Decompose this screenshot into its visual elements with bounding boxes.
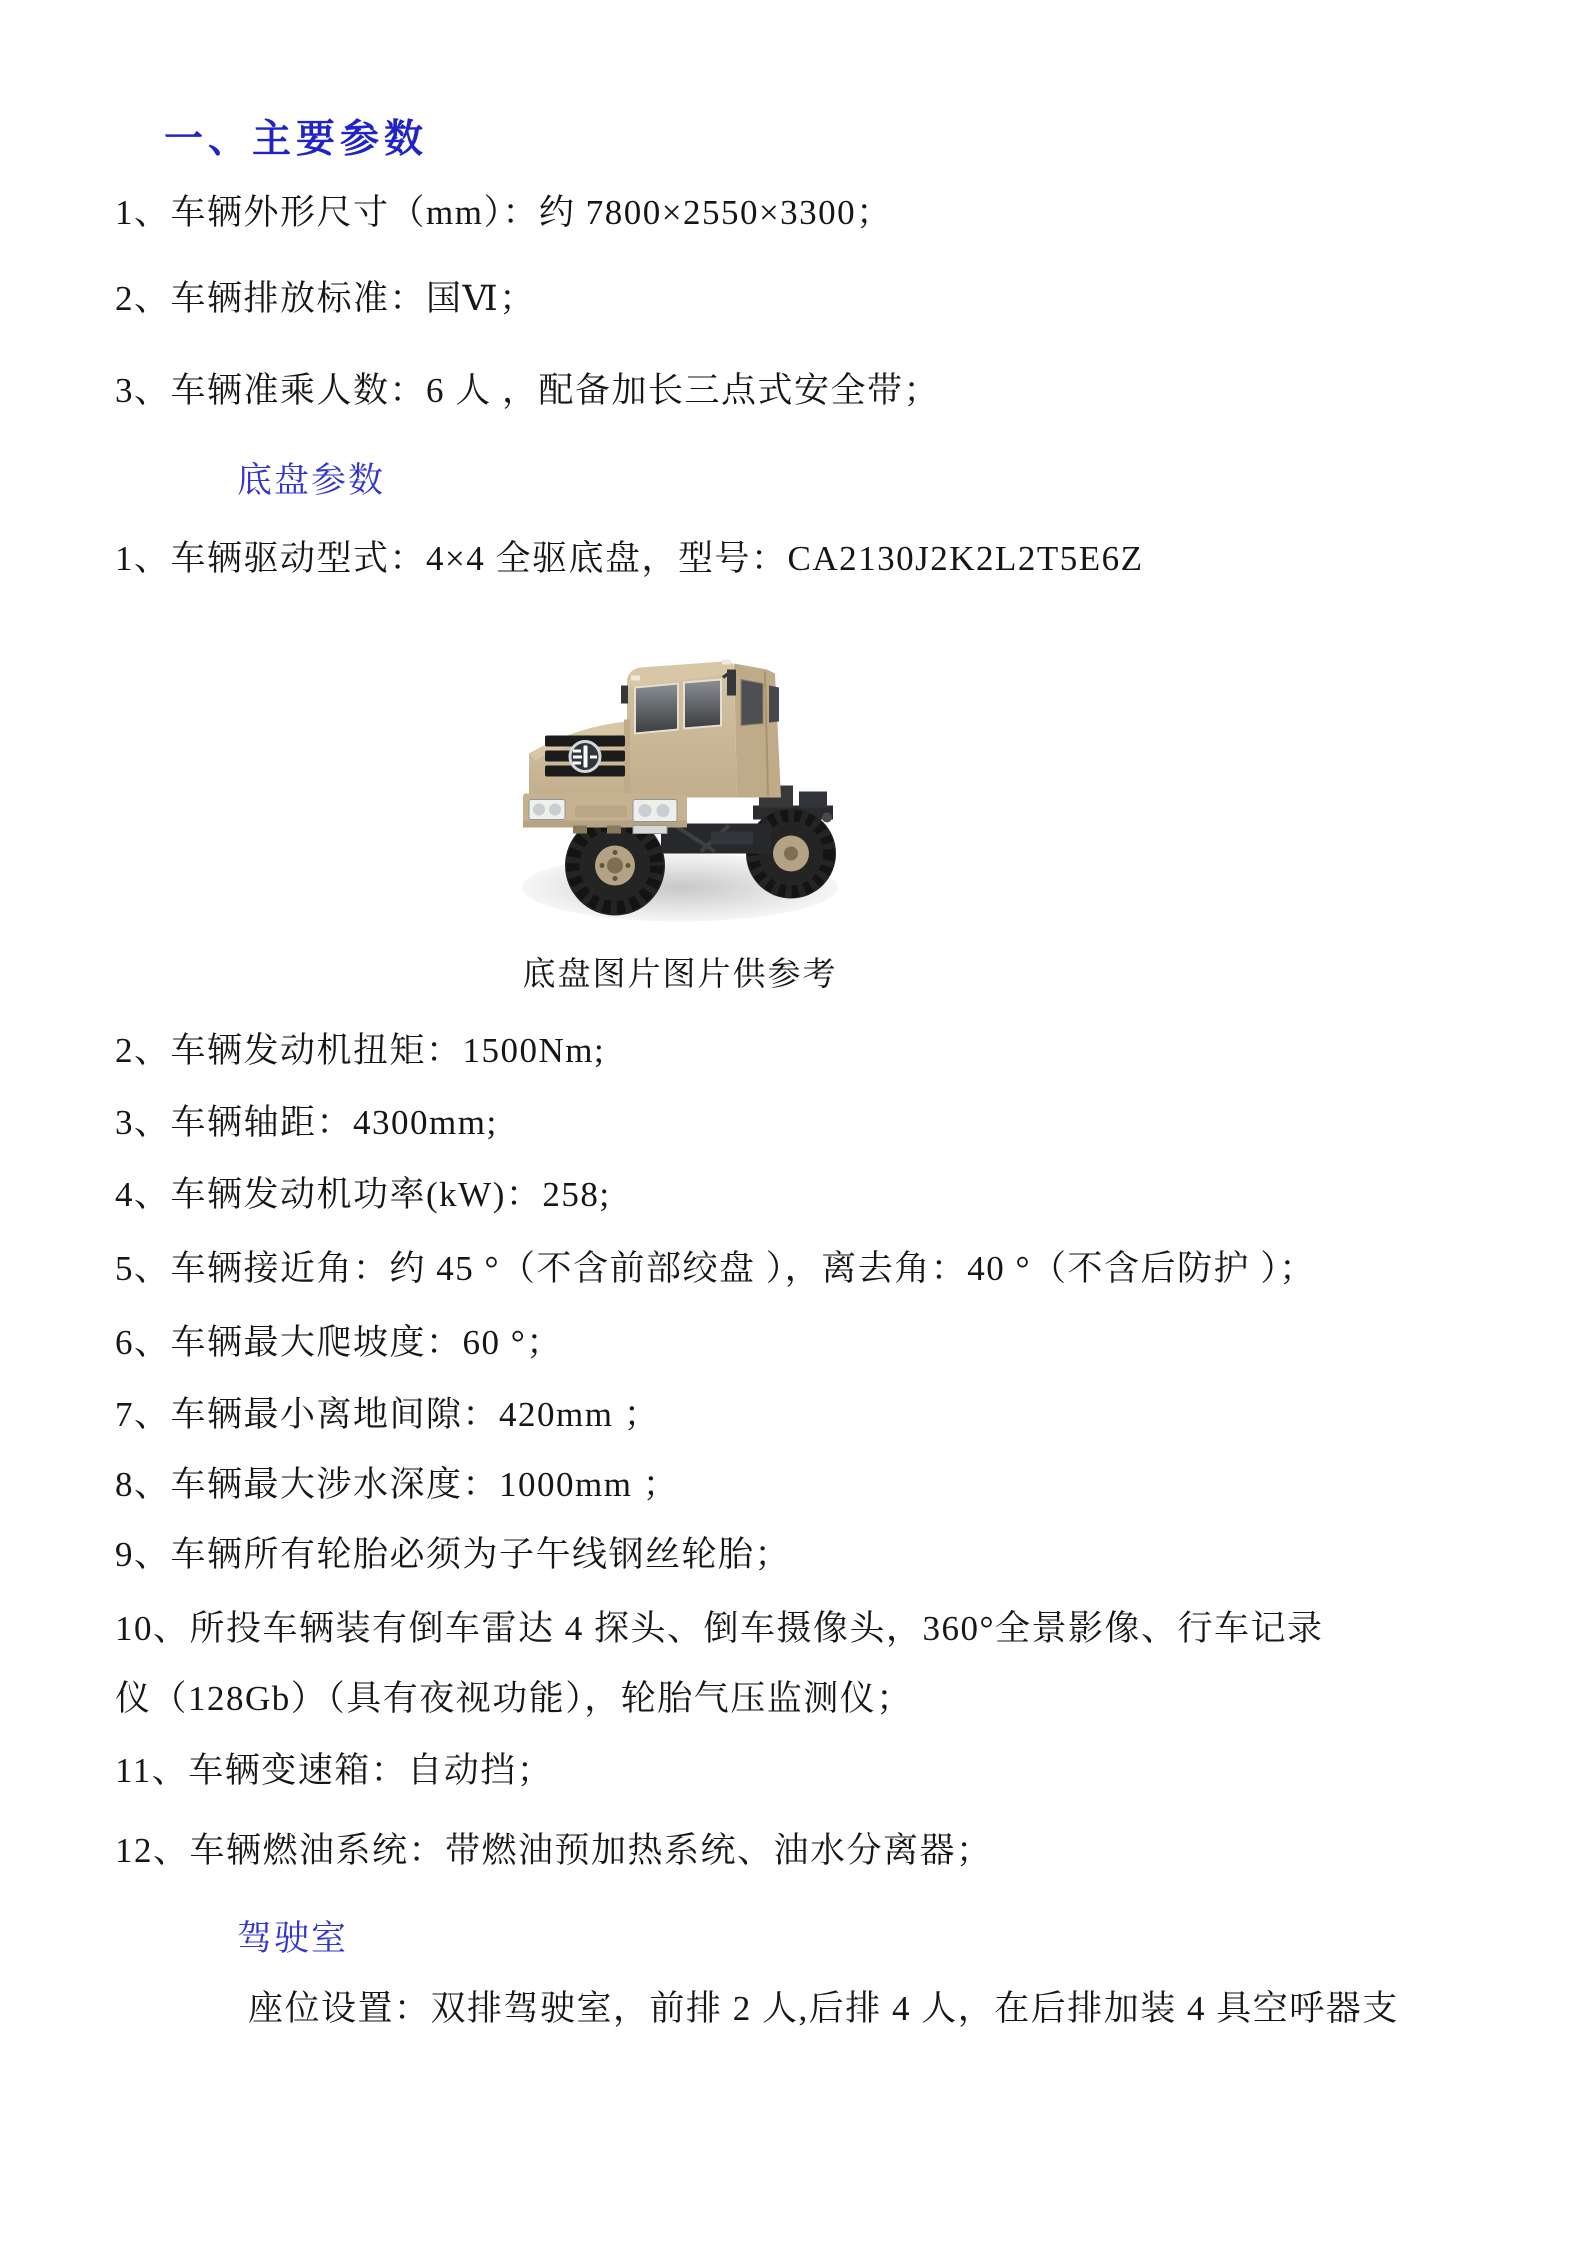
spec-item-passengers: 3、车辆准乘人数：6 人 ，配备加长三点式安全带； [115, 371, 941, 410]
subheading-chassis: 底盘参数 [237, 461, 386, 500]
spec-item-gearbox: 11、车辆变速箱：自动挡； [115, 1751, 554, 1790]
spec-item-dimensions: 1、车辆外形尺寸（mm）：约 7800×2550×3300； [115, 193, 893, 232]
faw-logo-icon [570, 742, 600, 772]
spec-item-cameras-line1: 10、所投车辆装有倒车雷达 4 探头、倒车摄像头，360°全景影像、行车记录 [115, 1609, 1324, 1648]
spec-item-angles: 5、车辆接近角：约 45 °（不含前部绞盘 ），离去角：40 °（不含后防护 ）； [115, 1249, 1316, 1288]
subheading-cab: 驾驶室 [237, 1919, 349, 1958]
photo-caption: 底盘图片图片供参考 [522, 957, 838, 993]
spec-item-clearance: 7、车辆最小离地间隙：420mm ； [115, 1395, 661, 1434]
spec-item-wading-depth: 8、车辆最大涉水深度：1000mm ； [115, 1465, 680, 1504]
under-chassis [661, 824, 771, 854]
spec-item-torque: 2、车辆发动机扭矩：1500Nm; [115, 1031, 606, 1070]
section-heading-main: 一、主要参数 [164, 118, 429, 161]
seat-config-line: 座位设置：双排驾驶室，前排 2 人,后排 4 人，在后排加装 4 具空呼器支 [248, 1989, 1399, 2028]
spec-item-wheelbase: 3、车辆轴距：4300mm; [115, 1103, 498, 1142]
chassis-photo [515, 618, 845, 936]
spec-item-power: 4、车辆发动机功率(kW)：258; [115, 1175, 611, 1214]
spec-item-cameras-line2: 仪（128Gb）（具有夜视功能），轮胎气压监测仪； [115, 1679, 913, 1718]
spec-item-gradeability: 6、车辆最大爬坡度：60 °； [115, 1323, 563, 1362]
spec-item-emission: 2、车辆排放标准：国Ⅵ； [115, 279, 536, 318]
truck-illustration [515, 618, 845, 936]
truck-bumper [523, 794, 687, 834]
spec-item-tires: 9、车辆所有轮胎必须为子午线钢丝轮胎； [115, 1535, 792, 1574]
spec-item-fuel-system: 12、车辆燃油系统：带燃油预加热系统、油水分离器； [115, 1831, 993, 1870]
spec-item-drive-type: 1、车辆驱动型式：4×4 全驱底盘，型号：CA2130J2K2L2T5E6Z [115, 539, 1144, 578]
